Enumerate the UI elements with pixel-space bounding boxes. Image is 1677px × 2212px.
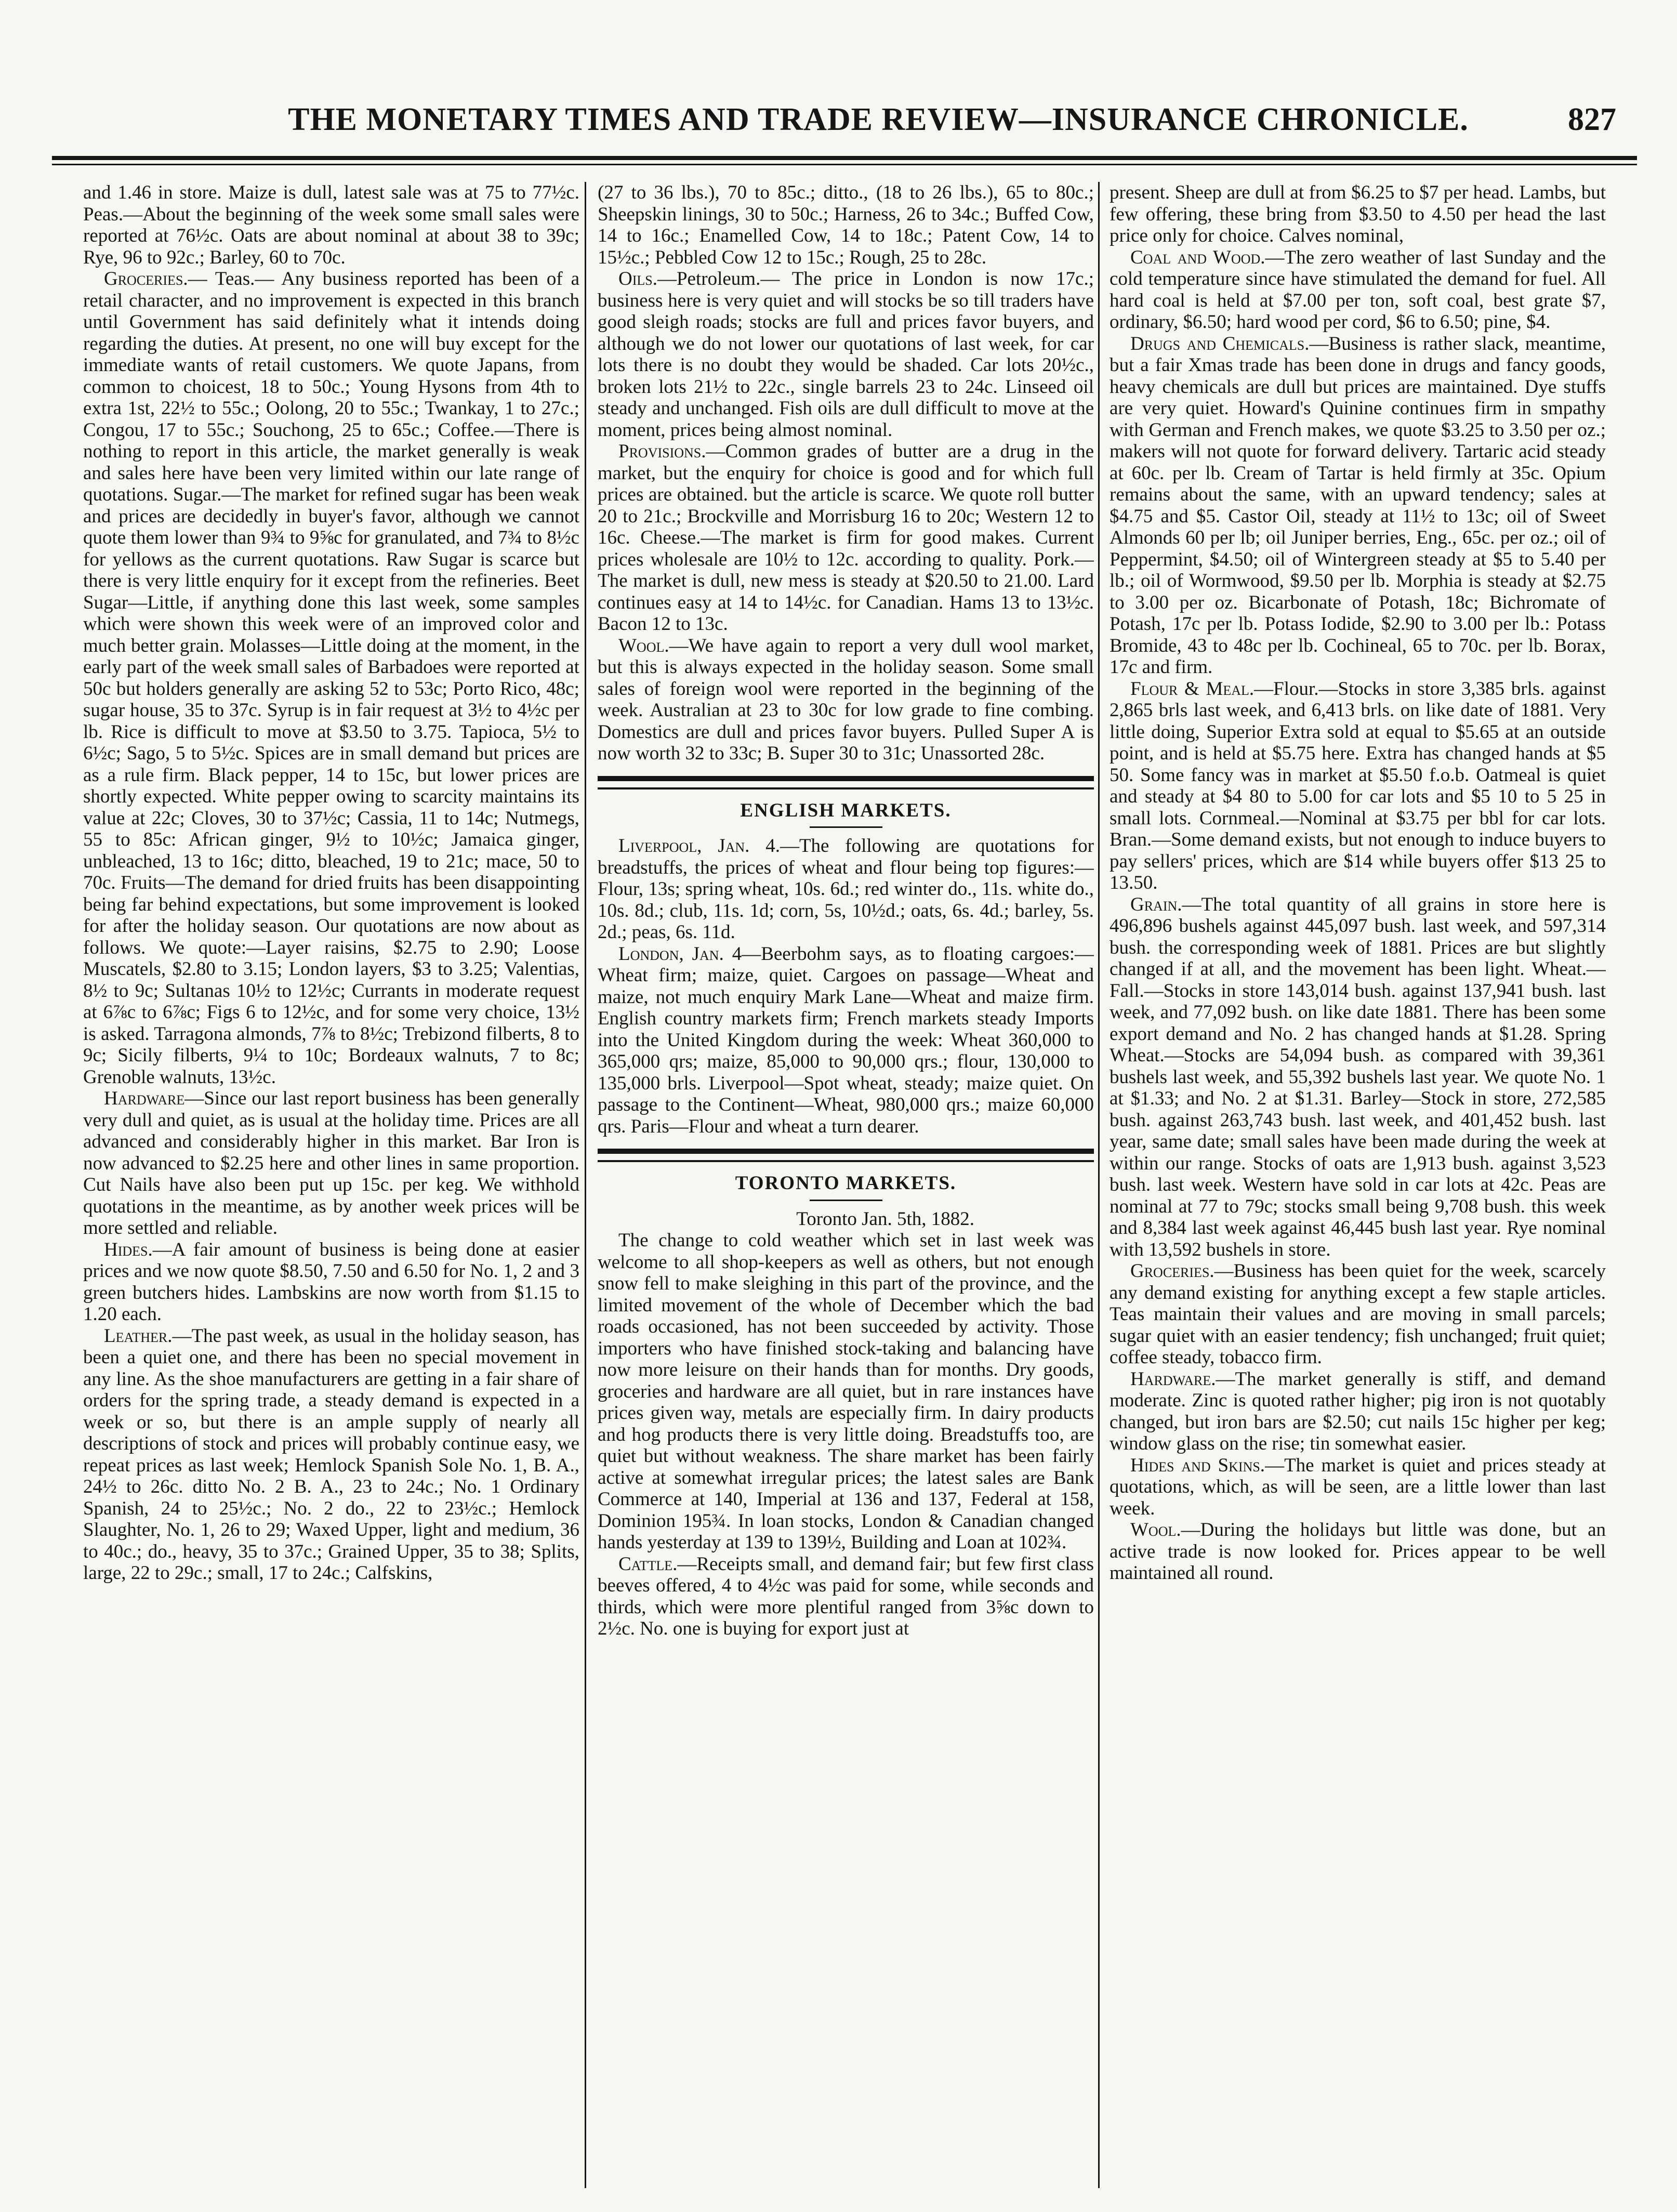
liverpool-label: Liverpool, Jan. 4.: [618, 835, 780, 857]
column-divider-2: [1098, 182, 1100, 2188]
col1-leather-paragraph: [83, 1325, 579, 1584]
london-label: London, Jan. 4: [618, 943, 742, 965]
col3-wool-paragraph: [1110, 1519, 1606, 1584]
col1-hardware-label: Hardware: [104, 1088, 185, 1109]
col1-hides-label: Hides: [104, 1239, 148, 1260]
col3-grain-text: —The total quantity of all grains in store here is 496,896 bushels against 445,097 bush. last week, and 597,314 bush. the corresponding week of 1881. Prices are but slightly changed if at all, and the movement has been light. Wheat.—Fall.—Stocks in store 143,014 bush. against 137,941 bush. last week, and 77,092 bush. on like date 1881. There has been some export demand and No. 2 has changed hands at $1.28. Spring Wheat.—Stocks are 54,094 bush. as compared with 39,361 bushels last week, and 55,392 bushels last year. We quote No. 1 at $1.33; and No. 2 at $1.31. Barley—Stock in store, 272,585 bush. against 263,743 bush. last week, and 401,452 bush. last year, same date; small sales have been made during the week at within our range. Stocks of oats are 1,913 bush. against 3,523 bush. last week. Western have sold in car lots at 42c. Peas are nominal at 77 to 79c; stocks small being 9,708 bush. this week and 8,384 last week against 46,445 bush last year. Rye nominal with 13,592 bushels in store.: [1110, 893, 1606, 1260]
column-1: [83, 182, 579, 2198]
col3-hardware-text: —The market generally is stiff, and demand moderate. Zinc is quoted rather higher; pig iron is not quotably changed, but iron bars are $2.50; cut nails 15c higher per keg; window glass on the rise; tin somewhat easier.: [1110, 1368, 1606, 1454]
col3-grain-paragraph: [1110, 894, 1606, 1261]
col2-provisions-label: Provisions.: [618, 441, 706, 462]
col3-opening-paragraph: present. Sheep are dull at from $6.25 to $7 per head. Lambs, but few offering, these bring from $3.50 to 4.50 per head the last price only for choice. Calves nominal,: [1110, 182, 1606, 246]
col1-opening-paragraph: and 1.46 in store. Maize is dull, latest sale was at 75 to 77½c. Peas.—About the beginning of the week some small sales were reported at 76½c. Oats are about nominal at about 38 to 39c; Rye, 96 to 92c.; Barley, 60 to 70c.: [83, 182, 579, 268]
column-divider-1: [585, 182, 586, 2188]
col3-hides-label: Hides and Skins.: [1130, 1454, 1265, 1476]
col3-drugs-text: —Business is rather slack, meantime, but a fair Xmas trade has been done in drugs and fancy goods, heavy chemicals are dull but prices are maintained. Dye stuffs are very quiet. Howard's Quinine continues firm in smpathy with German and French makes, we quote $3.25 to 3.50 per oz.; makers will not quote for forward delivery. Tartaric acid steady at 60c. per lb. Cream of Tartar is held firmly at 35c. Opium remains about the same, with an upward tendency; sales at $4.75 and $5. Castor Oil, steady at 11½ to 13c; oil of Sweet Almonds 60 per lb; oil Juniper berries, Eng., 65c. per oz.; oil of Peppermint, $4.50; oil of Wintergreen steady at $5 to 5.40 per lb.; oil of Wormwood, $9.50 per lb. Morphia is steady at $2.75 to 3.00 per oz. Bicarbonate of Potash, 18c; Bichromate of Potash, 17c per lb. Potass Iodide, $2.90 to 3.00 per lb.: Potass Bromide, 43 to 48c per lb. Cochineal, 65 to 70c. per lb. Borax, 17c and firm.: [1110, 333, 1606, 678]
col1-leather-label: Leather: [104, 1325, 168, 1347]
english-markets-heading: ENGLISH MARKETS.: [740, 799, 952, 821]
heading-underline: [810, 826, 882, 828]
col2-oils-label: Oils.: [618, 268, 657, 289]
col2-cattle-text: —Receipts small, and demand fair; but few first class beeves offered, 4 to 4½c was paid for some, while seconds and thirds, which were more plentiful ranged from 3⅝c down to 2½c. No. one is buying for export just at: [598, 1553, 1094, 1639]
col2-wool-text: .—We have again to report a very dull wool market, but this is always expected in the holiday season. Some small sales of foreign wool were reported in the beginning of the week. Australian at 23 to 30c for low grade to fine combing. Domestics are dull and prices favor buyers. Pulled Super A is now worth 32 to 33c; B. Super 30 to 31c; Unassorted 28c.: [598, 635, 1094, 764]
col3-grain-label: Grain.: [1130, 893, 1182, 915]
london-paragraph: [598, 943, 1094, 1138]
col1-groceries-text: — Teas.— Any business reported has been of a retail character, and no improvement is expected in this branch until Government has said definitely what it intends doing regarding the duties. At present, no one will buy except for the immediate wants of retail customers. We quote Japans, from common to choicest, 18 to 50c.; Young Hysons from 4th to extra 1st, 22½ to 55c.; Oolong, 20 to 55c.; Twankay, 1 to 27c.; Congou, 17 to 55c.; Souchong, 25 to 65c.; Coffee.—There is nothing to report in this article, the market generally is weak and sales here have been very limited within our late range of quotations. Sugar.—The market for refined sugar has been weak and prices are decidedly in buyer's favor, although we cannot quote them lower than 9¾ to 9⅝c for granulated, and 7¾ to 8½c for yellows as the current quotations. Raw Sugar is scarce but there is very little enquiry for it except from the refineries. Beet Sugar—Little, if anything done this last week, some samples which were shown this week were of an improved color and much better grain. Molasses—Little doing at the moment, in the early part of the week small sales of Barbadoes were reported at 50c but holders generally are asking 52 to 53c; Porto Rico, 48c; sugar house, 35 to 37c. Syrup is in fair request at 3½ to 4½c per lb. Rice is difficult to move at $3.50 to 3.75. Tapioca, 5½ to 6½c; Sago, 5 to 5½c. Spices are in small demand but prices are as a rule firm. Black pepper, 14 to 15c, but lower prices are shortly expected. White pepper owing to scarcity maintains its value at 22c; Cloves, 30 to 37½c; Cassia, 11 to 14c; Nutmegs, 55 to 85c: African ginger, 9½ to 10½c; Jamaica ginger, unbleached, 13 to 16c; ditto, bleached, 19 to 21c; mace, 50 to 70c. Fruits—The demand for dried fruits has been disappointing being far behind expectations, but some improvement is looked for after the holiday season. Our quotations are now about as follows. We quote:—Layer raisins, $2.75 to 2.90; Loose Muscatels, $2.80 to 3.15; London layers, $3 to 3.25; Valentias, 8½ to 9c; Sultanas 10½ to 12½c; Currants in moderate request at 6⅞c to 6⅞c; Figs 6 to 12½c, and for some very choice, 13½ is asked. Tarragona almonds, 7⅞ to 8½c; Trebizond filberts, 8 to 9c; Sicily filberts, 9¼ to 10c; Bordeaux walnuts, 7 to 8c; Grenoble walnuts, 13½c.: [83, 268, 579, 1088]
col3-groceries-label: Groceries.: [1130, 1260, 1214, 1282]
column-2: [598, 182, 1094, 2198]
col2-cattle-paragraph: [598, 1553, 1094, 1640]
col2-wool-label: Wool: [618, 635, 665, 656]
masthead: [52, 101, 1637, 148]
toronto-intro-paragraph: The change to cold weather which set in last week was welcome to all shop-keepers as well as others, but not enough snow fell to make sleighing in this part of the province, and the limited movement of the whole of December which the bad roads occasioned, has not been succeeded by activity. Those importers who have finished stock-taking and balancing have now more leisure on their hands than for months. Dry goods, groceries and hardware are all quiet, but in rare instances have prices given way, metals are especially firm. In dairy products and hog products there is very little doing. Breadstuffs too, are quiet but without weakness. The share market has been fairly active at somewhat irregular prices; the latest sales are Bank Commerce at 140, Imperial at 136 and 137, Federal at 158, Dominion 195¾. In loan stocks, London & Canadian changed hands yesterday at 139 to 139½, Building and Loan at 102¾.: [598, 1230, 1094, 1553]
col3-wool-label: Wool.: [1130, 1519, 1181, 1540]
section-divider-bar: [598, 776, 1094, 789]
toronto-dateline: Toronto Jan. 5th, 1882.: [796, 1208, 974, 1230]
page-number: 827: [1568, 102, 1616, 137]
col3-coal-paragraph: [1110, 247, 1606, 333]
col1-hides-text: .—A fair amount of business is being done at easier prices and we now quote $8.50, 7.50 and 6.50 for No. 1, 2 and 3 green butchers hides. Lambskins are now worth from $1.15 to 1.20 each.: [83, 1239, 579, 1325]
col3-groceries-text: —Business has been quiet for the week, scarcely any demand existing for anything except a few staple articles. Teas maintain their values and are moving in small parcels; sugar quiet with an easier tendency; fish unchanged; fruit quiet; coffee steady, tobacco firm.: [1110, 1260, 1606, 1368]
col2-wool-paragraph: [598, 635, 1094, 765]
col2-oils-text: —Petroleum.— The price in London is now 17c.; business here is very quiet and will stocks be so till traders have good sleigh roads; stocks are full and prices favor buyers, and although we do not lower our quotations of last week, for car lots there is no doubt they would be shaded. Car lots 20½c., broken lots 21½ to 22c., single barrels 23 to 24c. Linseed oil steady and unchanged. Fish oils are dull difficult to move at the moment, prices being almost nominal.: [598, 268, 1094, 441]
liverpool-text: —The following are quotations for breadstuffs, the prices of wheat and flour being top figures:—Flour, 13s; spring wheat, 10s. 6d.; red winter do., 11s. white do., 10s. 8d.; club, 11s. 1d; corn, 5s, 10½d.; oats, 6s. 4d.; barley, 5s. 2d.; peas, 6s. 11d.: [598, 835, 1094, 943]
col1-groceries-label: Groceries.: [104, 268, 188, 289]
section-divider-bar-2: [598, 1149, 1094, 1162]
col2-opening-paragraph: (27 to 36 lbs.), 70 to 85c.; ditto., (18 to 26 lbs.), 65 to 80c.; Sheepskin linings, 30 to 50c.; Harness, 26 to 34c.; Buffed Cow, 14 to 16c.; Enamelled Cow, 14 to 18c.; Patent Cow, 14 to 15½c.; Pebbled Cow 12 to 15c.; Rough, 25 to 28c.: [598, 182, 1094, 268]
col3-coal-text: —The zero weather of last Sunday and the cold temperature since have stimulated the demand for fuel. All hard coal is held at $7.00 per ton, soft coal, best grate $7, ordinary, $6.50; hard wood per cord, $6 to 6.50; pine, $4.: [1110, 246, 1606, 333]
toronto-markets-heading: TORONTO MARKETS.: [735, 1173, 957, 1194]
col1-leather-text: .—The past week, as usual in the holiday season, has been a quiet one, and there has been no special movement in any line. As the shoe manufacturers are getting in a fair share of orders for the spring trade, a steady demand is expected in a week or so, but there is an ample supply of nearly all descriptions of stock and prices will probably continue easy, we repeat prices as last week; Hemlock Spanish Sole No. 1, B. A., 24½ to 26c. ditto No. 2 B. A., 23 to 24c.; No. 1 Ordinary Spanish, 24 to 25½c.; No. 2 do., 22 to 23½c.; Hemlock Slaughter, No. 1, 26 to 29; Waxed Upper, light and medium, 36 to 40c.; do., heavy, 35 to 37c.; Grained Upper, 35 to 38; Splits, large, 22 to 29c.; small, 17 to 24c.; Calfskins,: [83, 1325, 579, 1584]
col2-provisions-text: —Common grades of butter are a drug in the market, but the enquiry for choice is good and for which full prices are obtained. but the article is scarce. We quote roll butter 20 to 21c.; Brockville and Morrisburg 16 to 20c; Western 12 to 16c. Cheese.—The market is firm for good makes. Current prices wholesale are 10½ to 12c. according to quality. Pork.—The market is dull, new mess is steady at $20.50 to 21.00. Lard continues easy at 14 to 14½c. for Canadian. Hams 13 to 13½c. Bacon 12 to 13c.: [598, 441, 1094, 635]
header-rule-thick: [52, 156, 1637, 160]
col3-groceries-paragraph: [1110, 1260, 1606, 1368]
header-rule-thin: [52, 164, 1637, 165]
col1-groceries-paragraph: [83, 268, 579, 1088]
col2-cattle-label: Cattle.: [618, 1553, 678, 1575]
heading-underline-2: [810, 1200, 882, 1201]
col1-hardware-paragraph: [83, 1088, 579, 1239]
col3-hides-text: —The market is quiet and prices steady at quotations, which, as will be seen, are a little lower than last week.: [1110, 1454, 1606, 1519]
column-3: [1110, 182, 1606, 2198]
col3-hardware-paragraph: [1110, 1368, 1606, 1455]
col3-flour-paragraph: [1110, 678, 1606, 894]
col3-hardware-label: Hardware.: [1130, 1368, 1216, 1390]
col3-wool-text: —During the holidays but little was done, but an active trade is now looked for. Prices appear to be well maintained all round.: [1110, 1519, 1606, 1584]
col2-provisions-paragraph: [598, 441, 1094, 635]
london-text: —Beerbohm says, as to floating cargoes:—Wheat firm; maize, quiet. Cargoes on passage—Wheat and maize, not much enquiry Mark Lane—Wheat and maize firm. English country markets firm; French markets steady Imports into the United Kingdom during the week: Wheat 360,000 to 365,000 qrs; maize, 85,000 to 90,000 qrs.; flour, 130,000 to 135,000 brls. Liverpool—Spot wheat, steady; maize quiet. On passage to the Continent—Wheat, 980,000 qrs.; maize 60,000 qrs. Paris—Flour and wheat a turn dearer.: [598, 943, 1094, 1137]
liverpool-paragraph: [598, 835, 1094, 943]
col3-drugs-label: Drugs and Chemicals.: [1130, 333, 1310, 354]
col3-hides-paragraph: [1110, 1455, 1606, 1520]
col3-flour-text: —Flour.—Stocks in store 3,385 brls. against 2,865 brls last week, and 6,413 brls. on like date of 1881. Very little doing, Superior Extra sold at equal to $5.65 at an outside point, and is held at $5.75 here. Extra has changed hands at $5 50. Some fancy was in market at $5.50 f.o.b. Oatmeal is quiet and steady at $4 80 to 5.00 for car lots and $5 10 to 5 25 in small lots. Cornmeal.—Nominal at $3.75 per bbl for car lots. Bran.—Some demand exists, but not enough to induce buyers to pay sellers' prices, which are $14 while buyers offer $13 25 to 13.50.: [1110, 678, 1606, 893]
publication-title: THE MONETARY TIMES AND TRADE REVIEW—INSURANCE CHRONICLE.: [288, 102, 1469, 137]
col3-coal-label: Coal and Wood.: [1130, 246, 1265, 268]
col3-drugs-paragraph: [1110, 333, 1606, 678]
col2-oils-paragraph: [598, 268, 1094, 441]
col1-hardware-text: —Since our last report business has been generally very dull and quiet, as is usual at the holiday time. Prices are all advanced and considerably higher in this market. Bar Iron is now advanced to $2.25 here and other lines in same proportion. Cut Nails have also been put up 15c. per keg. We withhold quotations in the meantime, as by another week prices will be more settled and reliable.: [83, 1088, 579, 1239]
col1-hides-paragraph: [83, 1239, 579, 1325]
col3-flour-label: Flour & Meal.: [1130, 678, 1255, 700]
